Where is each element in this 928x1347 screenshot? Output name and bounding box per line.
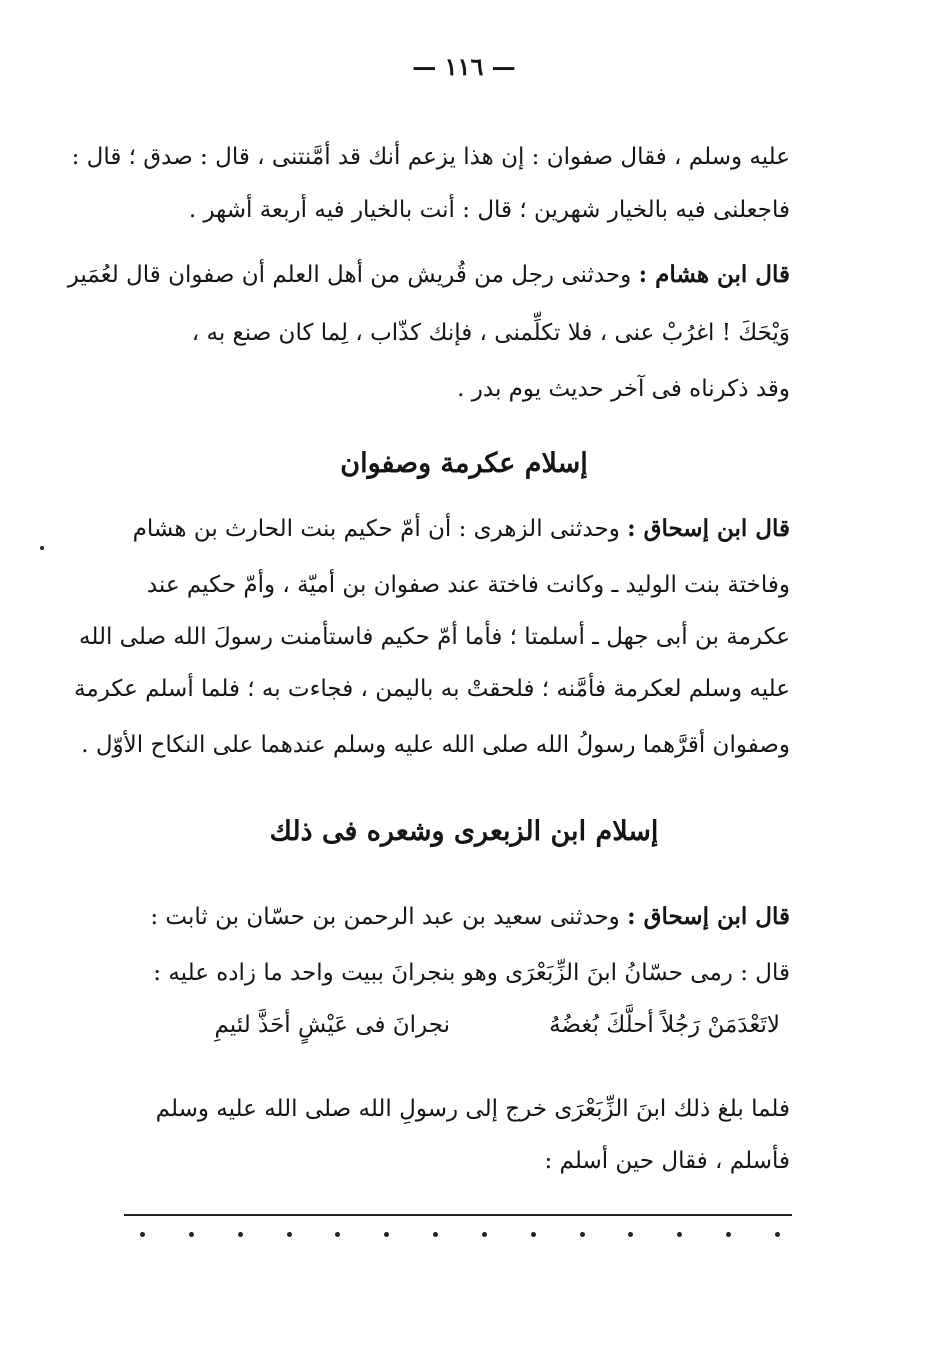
footer-dot (384, 1232, 389, 1237)
footer-dot (287, 1232, 292, 1237)
section-heading: إسلام ابن الزبعرى وشعره فى ذلك (269, 816, 659, 847)
paragraph-line: وصفوان أقرَّهما رسولُ الله صلى الله عليه وسلم عندهما على النكاح الأوّل . (81, 732, 790, 758)
footer-dot (726, 1232, 731, 1237)
footer-dot (482, 1232, 487, 1237)
footer-dots (140, 1232, 780, 1237)
footer-dot (433, 1232, 438, 1237)
paragraph-line (140, 900, 790, 940)
verse-hemistich-second: نجرانَ فى عَيْشٍ أحَذَّ لئيمِ (214, 1012, 450, 1038)
footer-dot (628, 1232, 633, 1237)
paragraph-line: قال : رمى حسّانُ ابنَ الزِّبَعْرَى وهو بنجرانَ ببيت واحد ما زاده عليه : (153, 960, 790, 986)
paragraph-lead: قال ابن إسحاق : (627, 903, 790, 930)
scan-speck (40, 546, 44, 550)
footer-dot (531, 1232, 536, 1237)
paragraph-line: فأسلم ، فقال حين أسلم : (544, 1148, 790, 1174)
paragraph-line: فلما بلغ ذلك ابنَ الزِّبَعْرَى خرج إلى رسولِ الله صلى الله عليه وسلم (155, 1096, 790, 1122)
footer-dot (238, 1232, 243, 1237)
paragraph-line: وفاختة بنت الوليد ـ وكانت فاختة عند صفوان بن أميّة ، وأمّ حكيم عند (146, 572, 790, 598)
paragraph-text: وحدثنى الزهرى : أن أمّ حكيم بنت الحارث بن هشام (132, 516, 628, 542)
paragraph-text: وحدثنى رجل من قُريش من أهل العلم أن صفوان قال لعُمَير (67, 262, 639, 288)
paragraph-line: عكرمة بن أبى جهل ـ أسلمتا ؛ فأما أمّ حكيم فاستأمنت رسولَ الله صلى الله (79, 624, 790, 650)
paragraph-line (132, 512, 790, 552)
paragraph-line: فاجعلنى فيه بالخيار شهرين ؛ قال : أنت بالخيار فيه أربعة أشهر . (188, 197, 790, 223)
footer-dot (580, 1232, 585, 1237)
footer-dot (775, 1232, 780, 1237)
paragraph-line (67, 258, 790, 298)
section-heading: إسلام عكرمة وصفوان (340, 448, 588, 479)
verse-hemistich-first: لاتَعْدَمَنْ رَجُلاً أحلَّكَ بُغضُهُ (549, 1012, 780, 1038)
page-number: — ١١٦ — (412, 52, 516, 81)
footer-dot (140, 1232, 145, 1237)
footer-dot (335, 1232, 340, 1237)
paragraph-line: عليه وسلم ، فقال صفوان : إن هذا يزعم أنك قد أمَّنتنى ، قال : صدق ؛ قال : (71, 144, 790, 170)
paragraph-text: وحدثنى سعيد بن عبد الرحمن بن حسّان بن ثابت : (150, 904, 628, 930)
paragraph-line: وَيْحَكَ ! اغرُبْ عنى ، فلا تكلِّمنى ، فإنك كذّاب ، لِما كان صنع به ، (191, 320, 790, 346)
paragraph-lead: قال ابن هشام : (638, 261, 790, 288)
footer-rule (124, 1214, 792, 1216)
paragraph-line: عليه وسلم لعكرمة فأمَّنه ؛ فلحقتْ به باليمن ، فجاءت به ؛ فلما أسلم عكرمة (74, 676, 790, 702)
footer-dot (189, 1232, 194, 1237)
footer-dot (677, 1232, 682, 1237)
paragraph-lead: قال ابن إسحاق : (627, 515, 790, 542)
paragraph-line: وقد ذكرناه فى آخر حديث يوم بدر . (457, 376, 790, 402)
